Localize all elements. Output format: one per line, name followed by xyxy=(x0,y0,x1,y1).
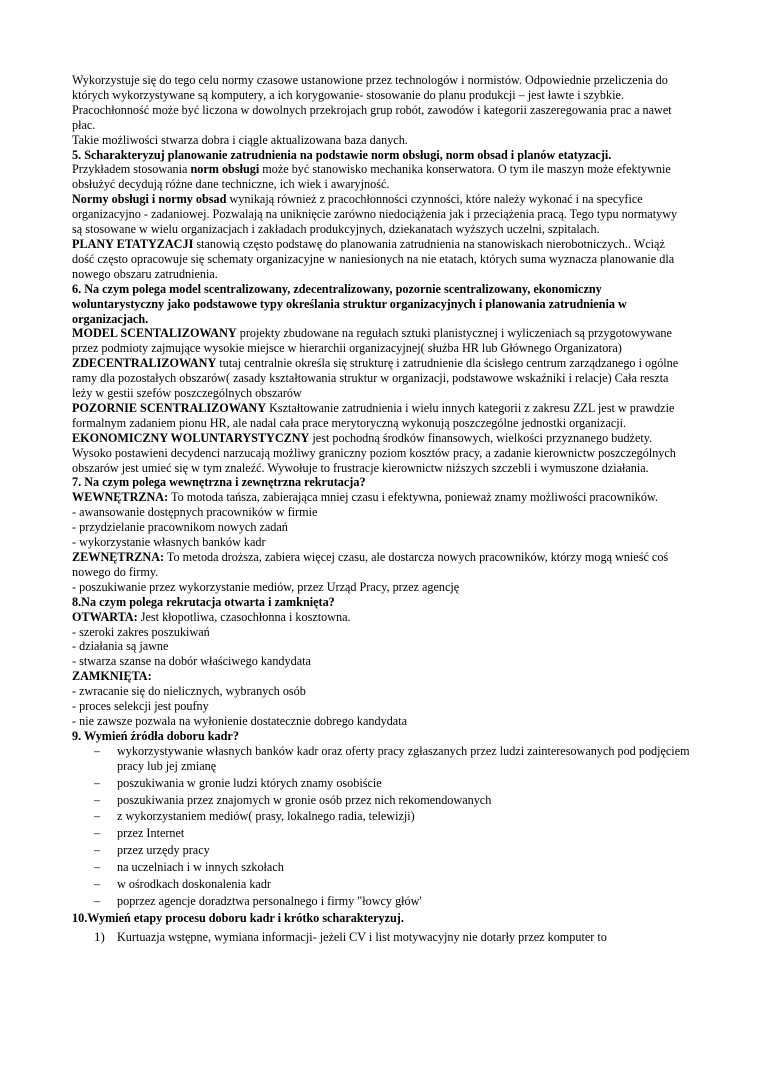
list-item: – poszukiwania przez znajomych w gronie osób przez nich rekomendowanych xyxy=(94,792,492,807)
list-item: - szeroki zakres poszukiwań xyxy=(72,624,210,639)
dash-bullet: – xyxy=(94,877,101,892)
paragraph: POZORNIE SCENTRALIZOWANY Kształtowanie zatrudnienia i wielu innych kategorii z zakresu ZZL jest w prawdzie formalnym zadaniem pionu HR, ale nadal cała prace merytoryczną wykonują poszczególne jednostki organizacji. xyxy=(72,400,675,430)
list-item: – w ośrodkach doskonalenia kadr xyxy=(94,877,271,892)
dash-bullet: – xyxy=(94,743,101,758)
paragraph: MODEL SCENTALIZOWANY projekty zbudowane na regułach sztuki planistycznej i wyliczeniach są przygotowywane przez podmioty zajmujące wysokie miejsce w hierarchii organizacyjnej( służba HR lub Głównego Organizatora) xyxy=(72,326,672,356)
paragraph: ZEWNĘTRZNA: To metoda droższa, zabiera więcej czasu, ale dostarcza nowych pracowników, którzy mogą wnieść coś nowego do firmy. xyxy=(72,550,669,579)
list-item: - wykorzystanie własnych banków kadr xyxy=(72,535,266,550)
dash-bullet: – xyxy=(94,826,101,841)
dash-bullet: – xyxy=(94,809,101,824)
item-number: 1) xyxy=(94,928,105,944)
paragraph: EKONOMICZNY WOLUNTARYSTYCZNY jest pochodną środków finansowych, wielkości przyznanego budżety. Wysoko postawieni decydenci narzucają możliwy graniczny poziom kosztów pracy, a zadanie kierownictw poszczególnych obszarów jest umieć się w tym znaleźć. Wywołuje to frustracje kierownictw niższych szczebli i wymuszone działania. xyxy=(72,430,676,475)
list-item: – poszukiwania w gronie ludzi których znamy osobiście xyxy=(94,775,382,790)
list-item: - stwarza szanse na dobór właściwego kandydata xyxy=(72,654,311,669)
dash-bullet: – xyxy=(94,775,101,790)
paragraph: OTWARTA: Jest kłopotliwa, czasochłonna i kosztowna. xyxy=(72,609,351,624)
stages-list xyxy=(72,930,690,945)
paragraph: ZAMKNIĘTA: xyxy=(72,669,152,684)
paragraph: WEWNĘTRZNA: To motoda tańsza, zabierająca mniej czasu i efektywna, ponieważ znamy możliwości pracowników. xyxy=(72,490,658,505)
question-heading: 7. Na czym polega wewnętrzna i zewnętrzna rekrutacja? xyxy=(72,475,366,490)
question-heading: 8.Na czym polega rekrutacja otwarta i zamknięta? xyxy=(72,594,335,609)
list-item: – z wykorzystaniem mediów( prasy, lokalnego radia, telewizji) xyxy=(94,809,415,824)
paragraph: Normy obsługi i normy obsad wynikają również z pracochłonności czynności, które należy wykonać i na specyfice organizacyjno - zadaniowej. Pozwalają na uniknięcie zarówno niedociążenia jak i przeciążenia pracą. Tego typu normatywy są stosowane w wielu organizacjach i zakładach produkcyjnych, dziekanatach wyższych uczelni, szpitalach. xyxy=(72,192,678,237)
list-item: - poszukiwanie przez wykorzystanie mediów, przez Urząd Pracy, przez agencję xyxy=(72,579,460,594)
paragraph: PLANY ETATYZACJI stanowią często podstawę do planowania zatrudnienia na stanowiskach nierobotniczych.. Wciąż dość często opracowuje się schematy organizacyjne w naniesionych na nie etatach, których suma wyznacza planowanie dla nowego obszaru zatrudnienia. xyxy=(72,236,675,281)
list-item: 1) Kurtuazja wstępne, wymiana informacji- jeżeli CV i list motywacyjny nie dotarły przez komputer to xyxy=(94,928,607,944)
dash-bullet: – xyxy=(94,843,101,858)
list-item: - zwracanie się do nielicznych, wybranych osób xyxy=(72,684,306,699)
list-item: - nie zawsze pozwala na wyłonienie dostatecznie dobrego kandydata xyxy=(72,713,408,728)
list-item: - awansowanie dostępnych pracowników w firmie xyxy=(72,505,318,520)
list-item: – przez urzędy pracy xyxy=(94,843,210,858)
question-heading: 10.Wymień etapy procesu doboru kadr i krótko scharakteryzuj. xyxy=(72,910,404,925)
intro-paragraph: Wykorzystuje się do tego celu normy czasowe ustanowione przez technologów i normistów. Odpowiednie przeliczenia do których wykorzystywane są komputery, a ich korygowanie- stosowanie do planu produkcji – jest ławte i szybkie. Pracochłonność może być liczona w dowolnych przekrojach grup robót, zawodów i kategorii zaszeregowania prac a nawet płac. xyxy=(72,73,672,132)
document-content xyxy=(72,73,690,945)
dash-bullet: – xyxy=(94,860,101,875)
list-item: - działania są jawne xyxy=(72,639,169,654)
list-item: – przez Internet xyxy=(94,826,185,841)
question-heading: 6. Na czym polega model scentralizowany, zdecentralizowany, pozornie scentralizowany, ekonomiczny woluntarystyczny jako podstawowe typy określania struktur organizacyjnych i planowania zatrudnienia w organizacjach. xyxy=(72,281,627,326)
list-item: - proces selekcji jest poufny xyxy=(72,699,209,714)
paragraph: ZDECENTRALIZOWANY tutaj centralnie określa się strukturę i zatrudnienie dla ścisłego centrum zarządzanego i ogólne ramy dla pozostałych obszarów( zasady kształtowania struktur w organizacji, podstawowe wskaźniki i relacje) Cała reszta leży w gestii szefów poszczególnych obszarów xyxy=(72,356,679,401)
sources-list xyxy=(72,744,690,909)
question-heading: 5. Scharakteryzuj planowanie zatrudnienia na podstawie norm obsługi, norm obsad i planów etatyzacji. xyxy=(72,147,612,162)
intro-paragraph: Takie możliwości stwarza dobra i ciągle aktualizowana baza danych. xyxy=(72,132,408,147)
dash-bullet: – xyxy=(94,792,101,807)
list-item: – poprzez agencje doradztwa personalnego i firmy "łowcy głów' xyxy=(94,893,422,908)
list-item: - przydzielanie pracownikom nowych zadań xyxy=(72,520,288,535)
dash-bullet: – xyxy=(94,893,101,908)
list-item: – wykorzystywanie własnych banków kadr oraz oferty pracy zgłaszanych przez ludzi zainteresowanych pod podjęciem pracy lub jej zmianę xyxy=(94,743,690,773)
question-heading: 9. Wymień źródła doboru kadr? xyxy=(72,728,239,743)
paragraph: Przykładem stosowania norm obsługi może być stanowisko mechanika konserwatora. O tym ile maszyn może efektywnie obsłużyć decydują różne dane techniczne, ich wiek i awaryjność. xyxy=(72,162,671,192)
list-item: – na uczelniach i w innych szkołach xyxy=(94,860,284,875)
